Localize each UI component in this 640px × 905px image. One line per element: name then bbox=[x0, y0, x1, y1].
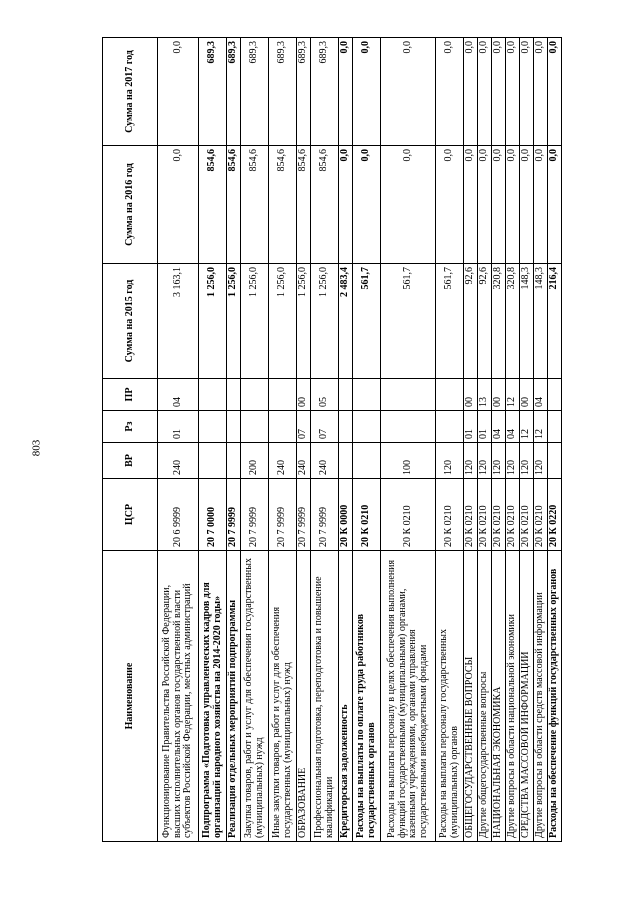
page-number: 803 bbox=[30, 439, 43, 457]
cell-sum-2017: 0,0 bbox=[492, 38, 506, 146]
cell-rz: 07 bbox=[297, 411, 311, 443]
cell-sum-2015: 92,6 bbox=[478, 264, 492, 379]
cell-sum-2017: 689,3 bbox=[297, 38, 311, 146]
cell-sum-2016: 0,0 bbox=[158, 146, 199, 264]
cell-vr: 120 bbox=[478, 443, 492, 479]
cell-rz bbox=[381, 411, 436, 443]
cell-pr: 13 bbox=[478, 379, 492, 411]
cell-vr: 120 bbox=[492, 443, 506, 479]
cell-pr: 04 bbox=[534, 379, 548, 411]
cell-name: Расходы на выплаты по оплате труда работников государственных органов bbox=[353, 551, 381, 842]
cell-sum-2016: 854,6 bbox=[227, 146, 241, 264]
table-row bbox=[548, 38, 562, 842]
cell-pr bbox=[381, 379, 436, 411]
cell-pr: 00 bbox=[520, 379, 534, 411]
cell-name: Расходы на выплаты персоналу в целях обеспечения выполнения функций государственными (муниципальными) органами, казенными учреждениями, органами управления государственными внебюджетными фондами bbox=[381, 551, 436, 842]
cell-name: Реализация отдельных мероприятий подпрограммы bbox=[227, 551, 241, 842]
cell-name: Иные закупки товаров, работ и услуг для обеспечения государственных (муниципальных) нужд bbox=[269, 551, 297, 842]
rotated-table-frame bbox=[102, 38, 560, 842]
cell-pr bbox=[436, 379, 464, 411]
rotated-table-content bbox=[102, 38, 560, 842]
cell-sum-2015: 561,7 bbox=[436, 264, 464, 379]
cell-rz: 01 bbox=[158, 411, 199, 443]
cell-sum-2015: 320,8 bbox=[506, 264, 520, 379]
cell-sum-2017: 0,0 bbox=[478, 38, 492, 146]
cell-rz: 01 bbox=[464, 411, 478, 443]
table-row bbox=[381, 38, 436, 842]
cell-csr: 20 К 0210 bbox=[506, 479, 520, 551]
cell-sum-2016: 854,6 bbox=[241, 146, 269, 264]
cell-sum-2016: 854,6 bbox=[269, 146, 297, 264]
cell-rz bbox=[227, 411, 241, 443]
header-rz: Рз bbox=[103, 411, 158, 443]
cell-csr: 20 К 0210 bbox=[520, 479, 534, 551]
cell-name: Закупка товаров, работ и услуг для обеспечения государственных (муниципальных) нужд bbox=[241, 551, 269, 842]
cell-sum-2015: 561,7 bbox=[381, 264, 436, 379]
cell-sum-2016: 0,0 bbox=[436, 146, 464, 264]
header-sum-2015: Сумма на 2015 год bbox=[103, 264, 158, 379]
cell-sum-2015: 561,7 bbox=[353, 264, 381, 379]
cell-pr bbox=[339, 379, 353, 411]
cell-csr: 20 7 0000 bbox=[199, 479, 227, 551]
cell-rz bbox=[548, 411, 562, 443]
cell-sum-2017: 0,0 bbox=[534, 38, 548, 146]
cell-sum-2016: 0,0 bbox=[548, 146, 562, 264]
cell-name: Подпрограмма «Подготовка управленческих кадров для организаций народного хозяйства на 2014-2020 годы» bbox=[199, 551, 227, 842]
cell-sum-2017: 0,0 bbox=[506, 38, 520, 146]
cell-rz: 12 bbox=[534, 411, 548, 443]
cell-sum-2015: 216,4 bbox=[548, 264, 562, 379]
cell-vr: 100 bbox=[381, 443, 436, 479]
cell-sum-2015: 92,6 bbox=[464, 264, 478, 379]
cell-rz bbox=[199, 411, 227, 443]
cell-sum-2017: 0,0 bbox=[464, 38, 478, 146]
cell-csr: 20 К 0000 bbox=[339, 479, 353, 551]
cell-sum-2015: 1 256,0 bbox=[311, 264, 339, 379]
cell-sum-2017: 689,3 bbox=[241, 38, 269, 146]
header-pr: ПР bbox=[103, 379, 158, 411]
cell-vr: 120 bbox=[534, 443, 548, 479]
cell-pr: 00 bbox=[464, 379, 478, 411]
cell-pr: 00 bbox=[297, 379, 311, 411]
cell-name: Кредиторская задолженность bbox=[339, 551, 353, 842]
cell-csr: 20 К 0210 bbox=[464, 479, 478, 551]
cell-sum-2017: 689,3 bbox=[227, 38, 241, 146]
cell-vr bbox=[227, 443, 241, 479]
cell-csr: 20 7 9999 bbox=[227, 479, 241, 551]
cell-rz bbox=[339, 411, 353, 443]
cell-sum-2015: 3 163,1 bbox=[158, 264, 199, 379]
cell-sum-2017: 0,0 bbox=[548, 38, 562, 146]
cell-vr bbox=[548, 443, 562, 479]
cell-sum-2016: 0,0 bbox=[506, 146, 520, 264]
cell-sum-2016: 0,0 bbox=[339, 146, 353, 264]
cell-rz bbox=[353, 411, 381, 443]
cell-pr: 05 bbox=[311, 379, 339, 411]
table-row bbox=[241, 38, 269, 842]
cell-sum-2015: 1 256,0 bbox=[199, 264, 227, 379]
cell-name: СРЕДСТВА МАССОВОЙ ИНФОРМАЦИИ bbox=[520, 551, 534, 842]
table-row bbox=[339, 38, 353, 842]
cell-name: Другие общегосударственные вопросы bbox=[478, 551, 492, 842]
cell-sum-2017: 689,3 bbox=[269, 38, 297, 146]
header-sum-2016: Сумма на 2016 год bbox=[103, 146, 158, 264]
cell-sum-2016: 0,0 bbox=[353, 146, 381, 264]
cell-vr: 240 bbox=[269, 443, 297, 479]
cell-sum-2017: 689,3 bbox=[199, 38, 227, 146]
cell-vr: 120 bbox=[520, 443, 534, 479]
cell-vr: 240 bbox=[158, 443, 199, 479]
table-row bbox=[269, 38, 297, 842]
cell-name: Расходы на обеспечение функций государственных органов bbox=[548, 551, 562, 842]
cell-vr bbox=[353, 443, 381, 479]
table-row bbox=[478, 38, 492, 842]
cell-rz bbox=[241, 411, 269, 443]
cell-rz: 04 bbox=[506, 411, 520, 443]
cell-name: Профессиональная подготовка, переподготовка и повышение квалификации bbox=[311, 551, 339, 842]
table-row bbox=[199, 38, 227, 842]
cell-sum-2015: 320,8 bbox=[492, 264, 506, 379]
cell-csr: 20 7 9999 bbox=[311, 479, 339, 551]
cell-name: Расходы на выплаты персоналу государственных (муниципальных) органов bbox=[436, 551, 464, 842]
table-row bbox=[297, 38, 311, 842]
cell-vr bbox=[199, 443, 227, 479]
cell-sum-2017: 0,0 bbox=[339, 38, 353, 146]
cell-name: Другие вопросы в области национальной экономики bbox=[506, 551, 520, 842]
cell-sum-2016: 854,6 bbox=[297, 146, 311, 264]
header-csr: ЦСР bbox=[103, 479, 158, 551]
cell-pr: 12 bbox=[506, 379, 520, 411]
table-row bbox=[311, 38, 339, 842]
cell-sum-2015: 1 256,0 bbox=[227, 264, 241, 379]
cell-name: ОБРАЗОВАНИЕ bbox=[297, 551, 311, 842]
cell-sum-2015: 148,3 bbox=[534, 264, 548, 379]
cell-csr: 20 К 0210 bbox=[436, 479, 464, 551]
table-row bbox=[534, 38, 548, 842]
cell-sum-2016: 0,0 bbox=[492, 146, 506, 264]
cell-sum-2016: 0,0 bbox=[381, 146, 436, 264]
table-row bbox=[464, 38, 478, 842]
cell-pr bbox=[227, 379, 241, 411]
cell-rz bbox=[269, 411, 297, 443]
cell-vr bbox=[339, 443, 353, 479]
cell-rz: 07 bbox=[311, 411, 339, 443]
cell-sum-2017: 0,0 bbox=[158, 38, 199, 146]
table-row bbox=[353, 38, 381, 842]
cell-sum-2015: 1 256,0 bbox=[269, 264, 297, 379]
cell-csr: 20 7 9999 bbox=[241, 479, 269, 551]
cell-sum-2015: 1 256,0 bbox=[297, 264, 311, 379]
cell-sum-2017: 0,0 bbox=[381, 38, 436, 146]
cell-name: НАЦИОНАЛЬНАЯ ЭКОНОМИКА bbox=[492, 551, 506, 842]
cell-rz: 04 bbox=[492, 411, 506, 443]
table-row bbox=[158, 38, 199, 842]
cell-pr: 00 bbox=[492, 379, 506, 411]
cell-csr: 20 7 9999 bbox=[269, 479, 297, 551]
cell-vr: 240 bbox=[297, 443, 311, 479]
header-vr: ВР bbox=[103, 443, 158, 479]
cell-csr: 20 К 0210 bbox=[353, 479, 381, 551]
cell-sum-2016: 854,6 bbox=[311, 146, 339, 264]
cell-vr: 200 bbox=[241, 443, 269, 479]
cell-name: ОБЩЕГОСУДАРСТВЕННЫЕ ВОПРОСЫ bbox=[464, 551, 478, 842]
cell-sum-2015: 1 256,0 bbox=[241, 264, 269, 379]
cell-sum-2015: 148,3 bbox=[520, 264, 534, 379]
cell-sum-2016: 0,0 bbox=[520, 146, 534, 264]
cell-pr bbox=[353, 379, 381, 411]
cell-rz: 12 bbox=[520, 411, 534, 443]
table-body bbox=[158, 38, 562, 842]
cell-vr: 120 bbox=[464, 443, 478, 479]
cell-rz: 01 bbox=[478, 411, 492, 443]
cell-sum-2017: 0,0 bbox=[353, 38, 381, 146]
cell-sum-2017: 689,3 bbox=[311, 38, 339, 146]
cell-rz bbox=[436, 411, 464, 443]
cell-csr: 20 К 0210 bbox=[381, 479, 436, 551]
cell-pr bbox=[241, 379, 269, 411]
cell-csr: 20 6 9999 bbox=[158, 479, 199, 551]
table-header-row bbox=[103, 38, 158, 842]
cell-csr: 20 К 0210 bbox=[492, 479, 506, 551]
table-row bbox=[227, 38, 241, 842]
cell-csr: 20 К 0210 bbox=[534, 479, 548, 551]
cell-pr bbox=[199, 379, 227, 411]
cell-sum-2016: 0,0 bbox=[534, 146, 548, 264]
cell-vr: 240 bbox=[311, 443, 339, 479]
table-row bbox=[492, 38, 506, 842]
cell-sum-2016: 854,6 bbox=[199, 146, 227, 264]
cell-name: Другие вопросы в области средств массовой информации bbox=[534, 551, 548, 842]
cell-pr bbox=[548, 379, 562, 411]
table-row bbox=[506, 38, 520, 842]
table-row bbox=[436, 38, 464, 842]
header-sum-2017: Сумма на 2017 год bbox=[103, 38, 158, 146]
budget-table bbox=[102, 37, 562, 842]
cell-csr: 20 К 0210 bbox=[478, 479, 492, 551]
cell-vr: 120 bbox=[436, 443, 464, 479]
cell-name: Функционирование Правительства Российской Федерации, высших исполнительных органов государственной власти субъектов Российской Федерации, местных администраций bbox=[158, 551, 199, 842]
cell-sum-2017: 0,0 bbox=[436, 38, 464, 146]
cell-csr: 20 7 9999 bbox=[297, 479, 311, 551]
cell-sum-2017: 0,0 bbox=[520, 38, 534, 146]
table-row bbox=[520, 38, 534, 842]
cell-sum-2016: 0,0 bbox=[478, 146, 492, 264]
cell-sum-2015: 2 483,4 bbox=[339, 264, 353, 379]
cell-pr bbox=[269, 379, 297, 411]
cell-sum-2016: 0,0 bbox=[464, 146, 478, 264]
cell-vr: 120 bbox=[506, 443, 520, 479]
cell-pr: 04 bbox=[158, 379, 199, 411]
cell-csr: 20 К 0220 bbox=[548, 479, 562, 551]
header-name: Наименование bbox=[103, 551, 158, 842]
